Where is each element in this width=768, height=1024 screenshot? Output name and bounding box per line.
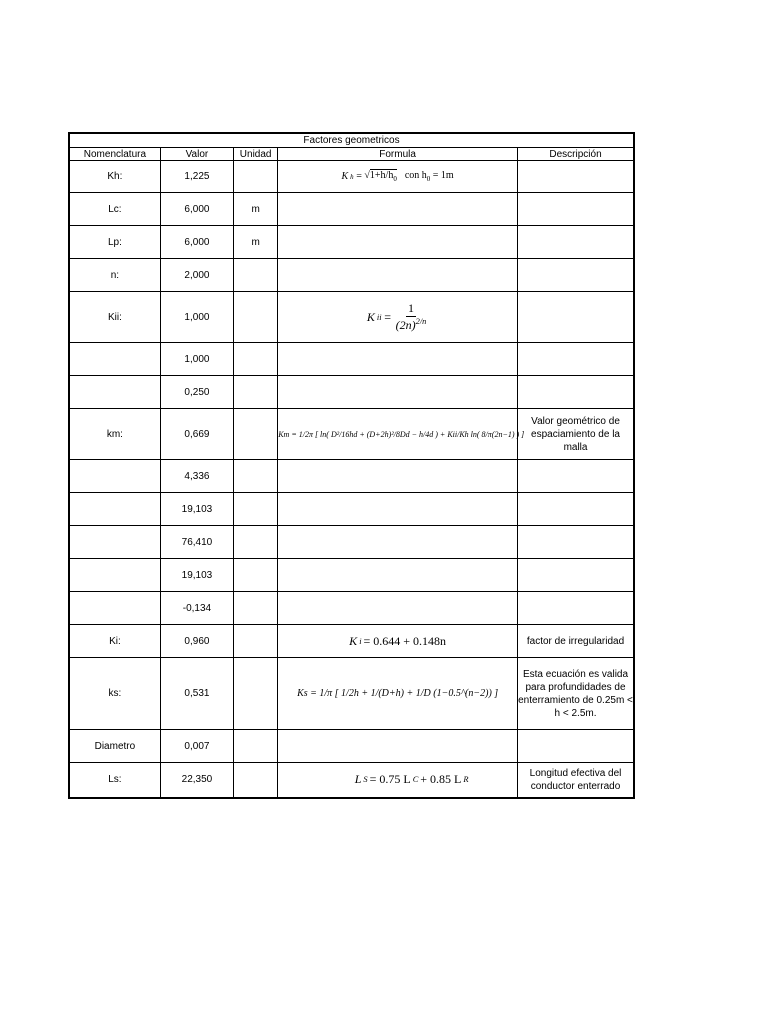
nomenclatura-cell: n: <box>69 259 160 292</box>
descripcion-cell <box>518 343 634 376</box>
valor-cell: 22,350 <box>160 763 233 798</box>
nomenclatura-cell: Lp: <box>69 226 160 259</box>
nomenclatura-cell <box>69 376 160 409</box>
descripcion-cell <box>518 559 634 592</box>
unidad-cell <box>234 343 278 376</box>
unidad-cell <box>234 763 278 798</box>
unidad-cell: m <box>234 226 278 259</box>
unidad-cell: m <box>234 193 278 226</box>
formula-cell <box>278 409 525 460</box>
descripcion-cell <box>518 460 634 493</box>
descripcion-cell <box>518 226 634 259</box>
formula-cell <box>278 259 518 292</box>
nomenclatura-cell: Ls: <box>69 763 160 798</box>
table-row <box>69 343 634 376</box>
formula-cell <box>278 763 518 798</box>
formula-cell <box>278 592 518 625</box>
table-body <box>69 161 634 798</box>
formula-cell <box>278 460 518 493</box>
descripcion-cell <box>518 193 634 226</box>
nomenclatura-cell: Kii: <box>69 292 160 343</box>
nomenclatura-cell <box>69 460 160 493</box>
descripcion-cell: Esta ecuación es valida para profundidades de enterramiento de 0.25m < h < 2.5m. <box>518 658 634 730</box>
descripcion-cell <box>518 730 634 763</box>
formula-cell <box>278 161 518 193</box>
header-unidad: Unidad <box>234 148 278 161</box>
descripcion-cell <box>518 493 634 526</box>
formula-kii: K ii = $\frac{1}{(2n)^{2/n}}$ <box>366 301 427 332</box>
formula-ki: K i = 0.644 + 0.148n <box>349 633 447 648</box>
formula-ks: Ks = 1/π [ 1/2h + 1/(D+h) + 1/D (1−0.5^(n−2)) ] <box>297 688 499 699</box>
formula-km: Km = 1/2π [ ln( D²/16hd + (D+2h)²/8Dd − h/4d ) + Kii/Kh ln( 8/π(2n−1) ) ] <box>278 429 525 439</box>
table-row <box>69 193 634 226</box>
formula-cell <box>278 526 518 559</box>
table-row <box>69 161 634 193</box>
table-row <box>69 409 634 460</box>
descripcion-cell <box>518 526 634 559</box>
nomenclatura-cell: km: <box>69 409 160 460</box>
unidad-cell <box>234 526 278 559</box>
descripcion-cell <box>518 161 634 193</box>
header-valor: Valor <box>160 148 233 161</box>
formula-cell <box>278 730 518 763</box>
unidad-cell <box>234 625 278 658</box>
header-formula: Formula <box>278 148 518 161</box>
valor-cell: 6,000 <box>160 193 233 226</box>
descripcion-cell: Valor geométrico de espaciamiento de la malla <box>518 409 634 460</box>
header-nomenclatura: Nomenclatura <box>69 148 160 161</box>
table-row <box>69 460 634 493</box>
header-descripcion: Descripción <box>518 148 634 161</box>
formula-cell <box>278 292 518 343</box>
unidad-cell <box>234 592 278 625</box>
valor-cell: 6,000 <box>160 226 233 259</box>
descripcion-cell <box>518 259 634 292</box>
table-row <box>69 730 634 763</box>
valor-cell: 76,410 <box>160 526 233 559</box>
unidad-cell <box>234 292 278 343</box>
valor-cell: 19,103 <box>160 559 233 592</box>
table-row <box>69 493 634 526</box>
unidad-cell <box>234 460 278 493</box>
nomenclatura-cell <box>69 493 160 526</box>
formula-cell <box>278 658 518 730</box>
valor-cell: 1,000 <box>160 292 233 343</box>
formula-cell <box>278 343 518 376</box>
table-row <box>69 592 634 625</box>
unidad-cell <box>234 730 278 763</box>
table-row <box>69 226 634 259</box>
unidad-cell <box>234 259 278 292</box>
unidad-cell <box>234 376 278 409</box>
valor-cell: 0,960 <box>160 625 233 658</box>
unidad-cell <box>234 559 278 592</box>
descripcion-cell <box>518 376 634 409</box>
valor-cell: 1,000 <box>160 343 233 376</box>
valor-cell: 0,250 <box>160 376 233 409</box>
formula-cell <box>278 559 518 592</box>
table-row <box>69 526 634 559</box>
nomenclatura-cell: Ki: <box>69 625 160 658</box>
valor-cell: 19,103 <box>160 493 233 526</box>
nomenclatura-cell <box>69 559 160 592</box>
formula-ls: L S = 0.75 L C + 0.85 L R <box>354 772 469 787</box>
nomenclatura-cell <box>69 592 160 625</box>
valor-cell: 0,669 <box>160 409 233 460</box>
descripcion-cell <box>518 592 634 625</box>
table-row <box>69 376 634 409</box>
valor-cell: 2,000 <box>160 259 233 292</box>
nomenclatura-cell: Diametro <box>69 730 160 763</box>
formula-cell <box>278 493 518 526</box>
valor-cell: 1,225 <box>160 161 233 193</box>
descripcion-cell: Longitud efectiva del conductor enterrado <box>518 763 634 798</box>
formula-cell <box>278 376 518 409</box>
table-row <box>69 763 634 798</box>
valor-cell: 4,336 <box>160 460 233 493</box>
table-row <box>69 658 634 730</box>
table-row <box>69 625 634 658</box>
unidad-cell <box>234 409 278 460</box>
table-title: Factores geometricos <box>69 133 634 148</box>
valor-cell: 0,531 <box>160 658 233 730</box>
formula-cell <box>278 226 518 259</box>
descripcion-cell: factor de irregularidad <box>518 625 634 658</box>
nomenclatura-cell: ks: <box>69 658 160 730</box>
valor-cell: 0,007 <box>160 730 233 763</box>
table-row <box>69 259 634 292</box>
nomenclatura-cell: Lc: <box>69 193 160 226</box>
nomenclatura-cell <box>69 526 160 559</box>
descripcion-cell <box>518 292 634 343</box>
formula-cell <box>278 193 518 226</box>
formula-cell <box>278 625 518 658</box>
unidad-cell <box>234 161 278 193</box>
factores-geometricos-table <box>68 132 635 799</box>
valor-cell: -0,134 <box>160 592 233 625</box>
formula-kh: K h = $√1+h/h_0$ con $h_0 = 1m$ <box>341 170 454 183</box>
table-row <box>69 559 634 592</box>
nomenclatura-cell <box>69 343 160 376</box>
nomenclatura-cell: Kh: <box>69 161 160 193</box>
unidad-cell <box>234 493 278 526</box>
unidad-cell <box>234 658 278 730</box>
table-row <box>69 292 634 343</box>
